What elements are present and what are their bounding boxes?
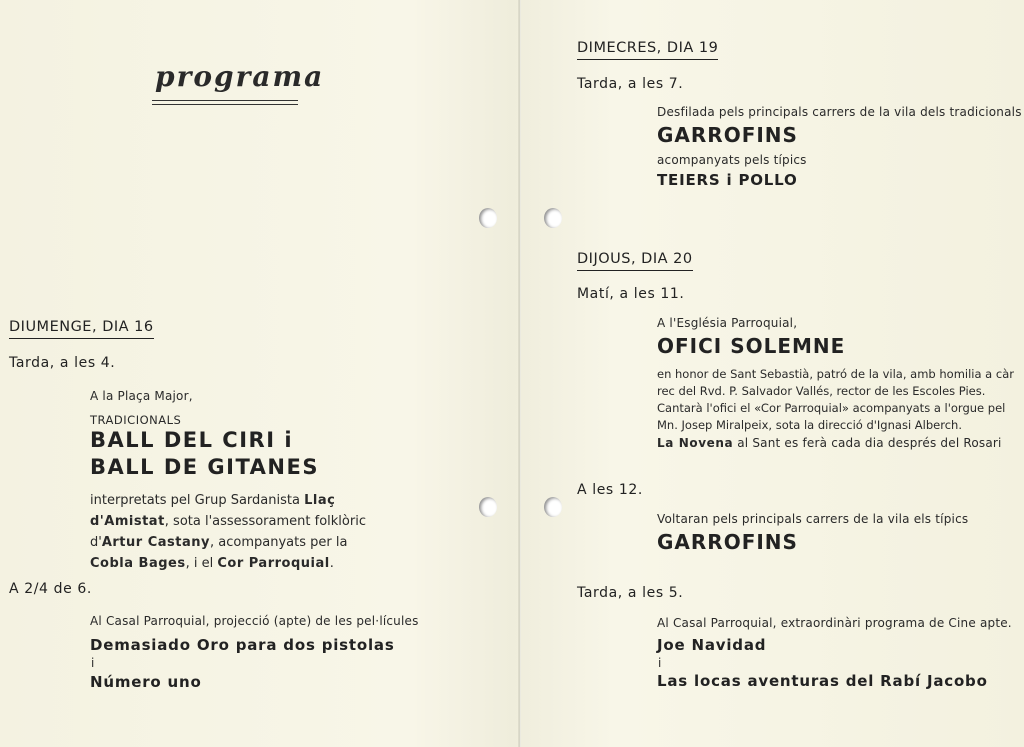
punch-hole <box>544 208 562 228</box>
time-label: A 2/4 de 6. <box>9 581 92 597</box>
event-description: interpretats pel Grup Sardanista Llaç d'Amistat, sota l'assessorament folklòric d'Artur Castany, acompanyats per la Cobla Bages, i el Cor Parroquial. <box>90 493 366 571</box>
event-title: BALL DEL CIRI i <box>90 428 294 452</box>
event-description: en honor de Sant Sebastià, patró de la vila, amb homilia a càr rec del Rvd. P. Salvador Vallés, rector de les Escoles Pies. Cantarà l'ofici el «Cor Parroquial» acompanyats a l'orgue pel Mn. Josep Miralpeix, sota la direcció d'Ignasi Alberch. <box>657 367 1014 432</box>
page-title: programa <box>155 60 325 93</box>
event-title: TEIERS i POLLO <box>657 171 798 189</box>
event-tag: TRADICIONALS <box>90 413 182 427</box>
event-description: Voltaran pels principals carrers de la vila els típics <box>657 512 969 526</box>
event-description: acompanyats pels típics <box>657 153 807 167</box>
film-title: Número uno <box>90 673 202 691</box>
film-title: Demasiado Oro para dos pistolas <box>90 636 395 654</box>
time-label: Tarda, a les 4. <box>9 355 116 371</box>
novena-note: La Novena al Sant es ferà cada dia després del Rosari <box>657 436 1002 450</box>
day-heading-sunday: DIUMENGE, DIA 16 <box>9 319 154 339</box>
title-underline <box>152 104 298 105</box>
film-title: Las locas aventuras del Rabí Jacobo <box>657 672 988 690</box>
event-title: GARROFINS <box>657 123 798 147</box>
time-label: Tarda, a les 5. <box>577 585 684 601</box>
event-place: Al Casal Parroquial, extraordinàri programa de Cine apte. <box>657 616 1012 630</box>
event-place: A l'Església Parroquial, <box>657 316 798 330</box>
punch-hole <box>479 497 497 517</box>
title-underline <box>152 100 298 101</box>
film-separator: i <box>91 656 95 670</box>
punch-hole <box>544 497 562 517</box>
day-heading-wednesday: DIMECRES, DIA 19 <box>577 40 718 60</box>
day-heading-thursday: DIJOUS, DIA 20 <box>577 251 693 271</box>
event-place: Al Casal Parroquial, projecció (apte) de les pel·lícules <box>90 614 419 628</box>
event-place: A la Plaça Major, <box>90 389 193 403</box>
time-label: A les 12. <box>577 482 643 498</box>
film-separator: i <box>658 656 662 670</box>
time-label: Matí, a les 11. <box>577 286 685 302</box>
event-title: BALL DE GITANES <box>90 455 319 479</box>
center-fold <box>518 0 521 747</box>
time-label: Tarda, a les 7. <box>577 76 684 92</box>
event-title: OFICI SOLEMNE <box>657 334 846 358</box>
event-description: Desfilada pels principals carrers de la vila dels tradicionals <box>657 105 1022 119</box>
film-title: Joe Navidad <box>657 636 767 654</box>
punch-hole <box>479 208 497 228</box>
event-title: GARROFINS <box>657 530 798 554</box>
